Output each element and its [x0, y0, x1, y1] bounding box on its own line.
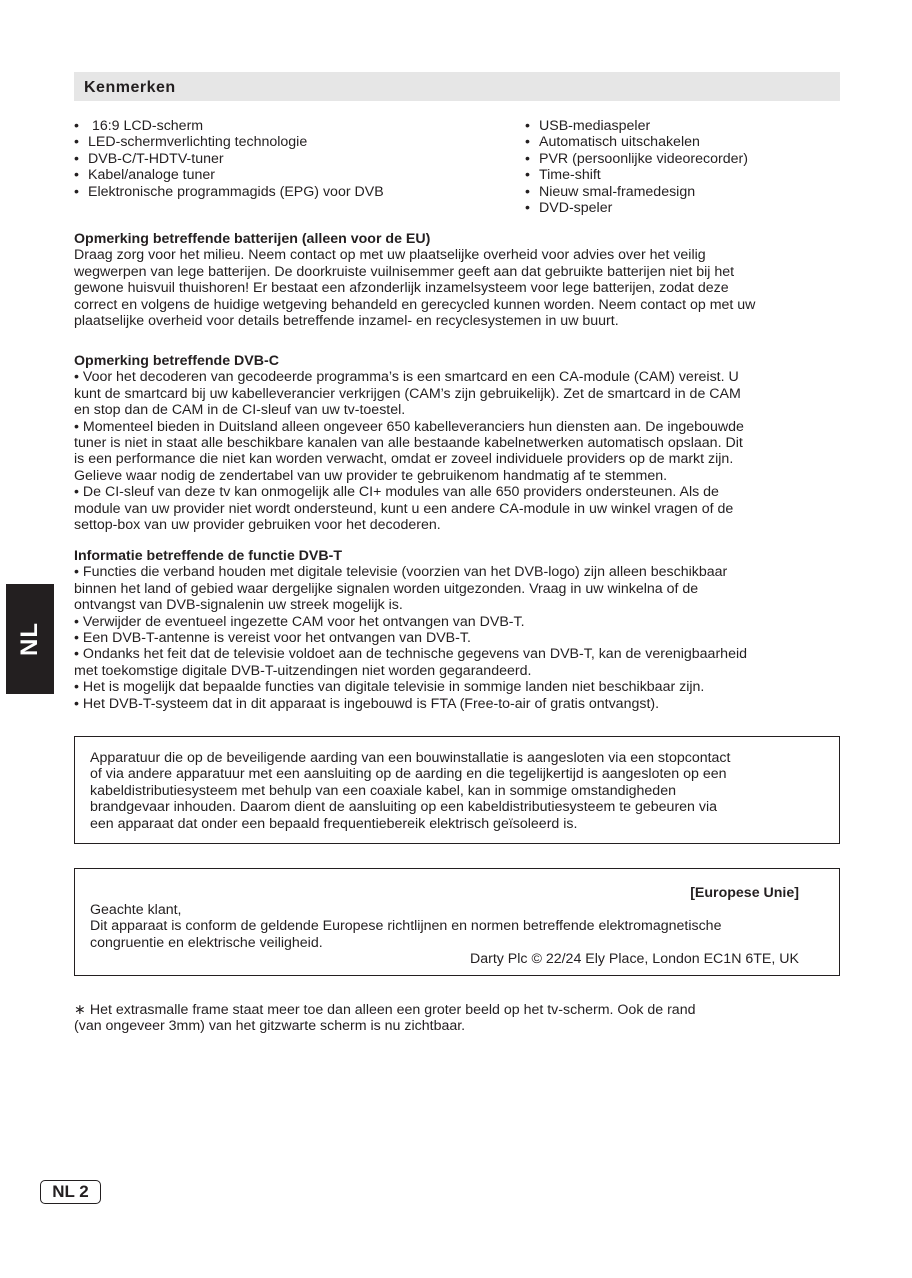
- text-line: ontvangst van DVB-signalenin uw streek mogelijk is.: [74, 597, 403, 614]
- text-line: Geachte klant,: [90, 902, 182, 918]
- text-line: een apparaat dat onder een bepaald frequentiebereik elektrisch geïsoleerd is.: [90, 815, 578, 832]
- feature-item: • Automatisch uitschakelen: [525, 134, 748, 150]
- text-line: wegwerpen van lege batterijen. De doorkruiste vuilnisemmer geeft aan dat gebruikte batterijen niet bij het: [74, 263, 735, 280]
- feature-item: • Kabel/analoge tuner: [74, 167, 384, 183]
- language-side-tab: [6, 584, 54, 694]
- text-line: gewone huisvuil thuishoren! Er bestaat een afzonderlijk inzamelsysteem voor lege batterijen, zodat deze: [74, 280, 729, 297]
- battery-heading: Opmerking betreffende batterijen (alleen voor de EU): [74, 231, 431, 247]
- text-line: correct en volgens de huidige wetgeving behandeld en gerecycled kunnen worden. Neem contact op met uw: [74, 296, 756, 313]
- text-line: Dit apparaat is conform de geldende Europese richtlijnen en normen betreffende elektromagnetische: [90, 918, 722, 935]
- text-line: kunt de smartcard bij uw kabelleverancier verkrijgen (CAM’s zijn gebruikelijk). Zet de smartcard in de CAM: [74, 385, 741, 402]
- text-line: of via andere apparatuur met een aansluiting op de aarding en die tegelijkertijd is aangesloten op een: [90, 766, 727, 783]
- text-line: congruentie en elektrische veiligheid.: [90, 934, 323, 951]
- battery-section: [74, 231, 840, 329]
- text-line: plaatselijke overheid voor details betreffende inzamel- en recyclesystemen in uw buurt.: [74, 313, 619, 330]
- text-line: • Verwijder de eventueel ingezette CAM voor het ontvangen van DVB-T.: [74, 613, 525, 630]
- features-list-left: [74, 118, 384, 200]
- feature-item: • DVB-C/T-HDTV-tuner: [74, 151, 384, 167]
- eu-compliance-box: [74, 868, 840, 976]
- section-title: Kenmerken: [84, 79, 176, 96]
- text-line: (van ongeveer 3mm) van het gitzwarte scherm is nu zichtbaar.: [74, 1018, 466, 1035]
- features-list-right: [525, 118, 748, 216]
- text-line: met toekomstige digitale DVB-T-uitzendingen niet worden gegarandeerd.: [74, 662, 532, 679]
- page-number: NL 2: [40, 1180, 101, 1204]
- dvbc-section: [74, 353, 840, 533]
- text-line: • Momenteel bieden in Duitsland alleen ongeveer 650 kabelleveranciers hun diensten aan. De ingebouwde: [74, 418, 744, 435]
- text-line: en stop dan de CAM in de CI-sleuf van uw tv-toestel.: [74, 402, 406, 419]
- text-line: • Ondanks het feit dat de televisie voldoet aan de technische gegevens van DVB-T, kan de verenigbaarheid: [74, 646, 747, 663]
- feature-item: • USB-mediaspeler: [525, 118, 748, 134]
- feature-item: • Time-shift: [525, 167, 748, 183]
- dvbt-heading: Informatie betreffende de functie DVB-T: [74, 548, 343, 564]
- text-line: Draag zorg voor het milieu. Neem contact op met uw plaatselijke overheid voor advies over het veilig: [74, 247, 706, 264]
- text-line: binnen het land of gebied waar dergelijke signalen worden uitgezonden. Vraag in uw winkelna of de: [74, 580, 699, 597]
- text-line: Apparatuur die op de beveiligende aarding van een bouwinstallatie is aangesloten via een stopcontact: [90, 750, 731, 766]
- text-line: kabeldistributiesysteem met behulp van een coaxiale kabel, kan in sommige omstandigheden: [90, 782, 676, 799]
- dvbc-heading: Opmerking betreffende DVB-C: [74, 353, 279, 369]
- text-line: settop-box van uw provider gebruiken voor het decoderen.: [74, 517, 441, 534]
- text-line: • Het DVB-T-systeem dat in dit apparaat is ingebouwd is FTA (Free-to-air of gratis ontvangst).: [74, 695, 660, 712]
- text-line: is een performance die niet kan worden verwacht, omdat er zoveel individuele providers op de markt zijn.: [74, 451, 734, 468]
- text-line: • Functies die verband houden met digitale televisie (voorzien van het DVB-logo) zijn alleen beschikbaar: [74, 564, 728, 581]
- text-line: • Het is mogelijk dat bepaalde functies van digitale televisie in sommige landen niet beschikbaar zijn.: [74, 679, 705, 696]
- feature-item: • LED-schermverlichting technologie: [74, 134, 384, 150]
- feature-item: • Elektronische programmagids (EPG) voor DVB: [74, 184, 384, 200]
- feature-item: • Nieuw smal-framedesign: [525, 184, 748, 200]
- feature-item: • DVD-speler: [525, 200, 748, 216]
- text-line: • De CI-sleuf van deze tv kan onmogelijk alle CI+ modules van alle 650 providers ondersteunen. Als de: [74, 484, 719, 501]
- company-address: Darty Plc © 22/24 Ely Place, London EC1N 6TE, UK: [469, 951, 799, 967]
- dvbt-section: [74, 548, 840, 712]
- text-line: ∗ Het extrasmalle frame staat meer toe dan alleen een groter beeld op het tv-scherm. Ook de rand: [74, 1002, 696, 1018]
- language-tab-label: NL: [16, 622, 43, 656]
- text-line: • Voor het decoderen van gecodeerde programma’s is een smartcard en een CA-module (CAM) vereist. U: [74, 369, 739, 386]
- footnote: [74, 1002, 840, 1035]
- text-line: module van uw provider niet wordt ondersteund, kunt u een andere CA-module in uw winkel vragen of de: [74, 500, 734, 517]
- feature-item: • PVR (persoonlijke videorecorder): [525, 151, 748, 167]
- earthing-warning-box: [74, 736, 840, 844]
- text-line: Gelieve waar nodig de zendertabel van uw provider te gebruikenom handmatig af te stemmen.: [74, 467, 668, 484]
- section-header-bar: [74, 72, 840, 101]
- text-line: brandgevaar inhouden. Daarom dient de aansluiting op een kabeldistributiesysteem te gebeuren via: [90, 799, 718, 816]
- feature-item: • 16:9 LCD-scherm: [74, 118, 384, 134]
- eu-region-label: [Europese Unie]: [690, 885, 799, 901]
- text-line: tuner is niet in staat alle beschikbare kanalen van alle bestaande kabelnetwerken automatisch opslaan. Dit: [74, 435, 743, 452]
- text-line: • Een DVB-T-antenne is vereist voor het ontvangen van DVB-T.: [74, 630, 471, 647]
